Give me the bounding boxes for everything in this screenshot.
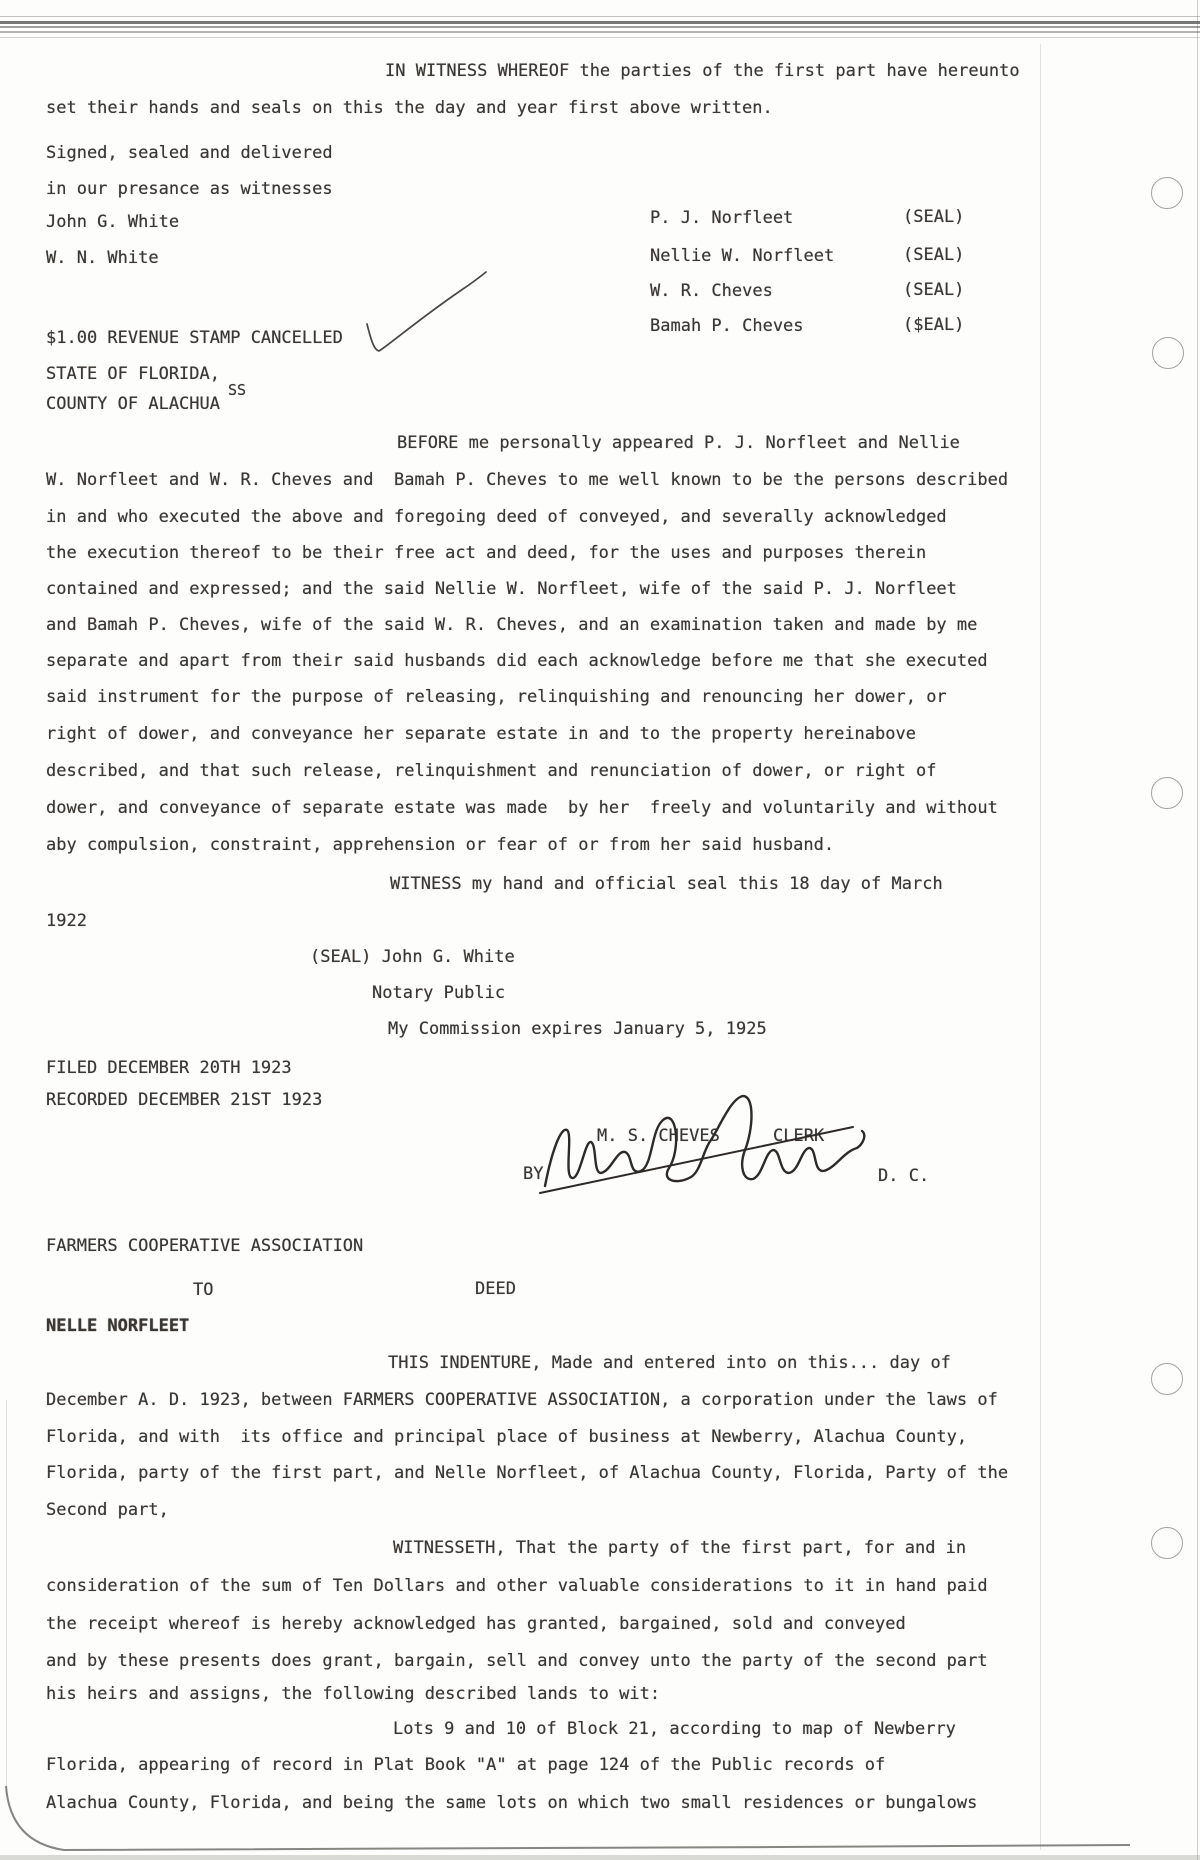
document-line: in our presance as witnesses — [46, 179, 333, 199]
document-line: Alachua County, Florida, and being the same lots on which two small residences or bungalows — [46, 1793, 978, 1813]
document-line: My Commission expires January 5, 1925 — [388, 1019, 767, 1039]
document-line: Florida, and with its office and principal place of business at Newberry, Alachua County, — [46, 1427, 968, 1447]
document-line: SS — [228, 381, 247, 399]
document-line: and by these presents does grant, bargain, sell and convey unto the party of the second part — [46, 1651, 988, 1671]
document-line: the receipt whereof is hereby acknowledged has granted, bargained, sold and conveyed — [46, 1614, 906, 1634]
document-line: dower, and conveyance of separate estate was made by her freely and voluntarily and without — [46, 798, 998, 818]
document-line: his heirs and assigns, the following described lands to wit: — [46, 1684, 661, 1704]
document-line: Florida, appearing of record in Plat Book "A" at page 124 of the Public records of — [46, 1755, 886, 1775]
seal-label: (SEAL) — [903, 207, 965, 227]
punch-hole-mark — [1151, 177, 1183, 209]
document-line: set their hands and seals on this the day and year first above written. — [46, 98, 773, 118]
document-line: John G. White — [46, 212, 180, 232]
document-line: 1922 — [46, 911, 87, 931]
document-line: contained and expressed; and the said Nellie W. Norfleet, wife of the said P. J. Norfleet — [46, 579, 957, 599]
document-line: Florida, party of the first part, and Nelle Norfleet, of Alachua County, Florida, Party of the — [46, 1463, 1009, 1483]
punch-hole-mark — [1152, 337, 1184, 369]
document-line: $1.00 REVENUE STAMP CANCELLED — [46, 328, 343, 348]
document-line: described, and that such release, relinquishment and renunciation of dower, or right of — [46, 761, 937, 781]
document-line: the execution thereof to be their free act and deed, for the uses and purposes therein — [46, 543, 927, 563]
document-line: THIS INDENTURE, Made and entered into on this... day of — [388, 1353, 951, 1373]
document-line: BEFORE me personally appeared P. J. Norfleet and Nellie — [397, 433, 960, 453]
document-line: Second part, — [46, 1500, 169, 1520]
document-line: separate and apart from their said husbands did each acknowledge before me that she executed — [46, 651, 988, 671]
clerk-typed-name: M. S. CHEVES — [597, 1126, 720, 1146]
signer-name: Bamah P. Cheves — [650, 316, 804, 336]
document-line: D. C. — [878, 1166, 930, 1186]
document-line: aby compulsion, constraint, apprehension or fear of or from her said husband. — [46, 835, 835, 855]
signer-name: W. R. Cheves — [650, 281, 773, 301]
document-line: said instrument for the purpose of releasing, relinquishing and renouncing her dower, or — [46, 687, 947, 707]
seal-label: (SEAL) — [903, 245, 965, 265]
document-line: and Bamah P. Cheves, wife of the said W. R. Cheves, and an examination taken and made by me — [46, 615, 978, 635]
document-line: IN WITNESS WHEREOF the parties of the first part have hereunto — [385, 61, 1020, 81]
document-line: consideration of the sum of Ten Dollars and other valuable considerations to it in hand paid — [46, 1576, 988, 1596]
grantee-name: NELLE NORFLEET — [46, 1316, 190, 1336]
clerk-title: CLERK — [773, 1126, 825, 1146]
page-edge-line — [1040, 44, 1041, 1850]
document-line: FILED DECEMBER 20TH 1923 — [46, 1058, 292, 1078]
document-line: W. N. White — [46, 248, 159, 268]
seal-label: ($EAL) — [903, 315, 965, 335]
document-line: Notary Public — [372, 983, 506, 1003]
instrument-type: DEED — [475, 1279, 516, 1299]
document-line: COUNTY OF ALACHUA — [46, 394, 220, 414]
document-line: WITNESSETH, That the party of the first part, for and in — [393, 1538, 967, 1558]
document-line: W. Norfleet and W. R. Cheves and Bamah P. Cheves to me well known to be the persons described — [46, 470, 1009, 490]
document-line: right of dower, and conveyance her separate estate in and to the property hereinabove — [46, 724, 916, 744]
document-line: December A. D. 1923, between FARMERS COOPERATIVE ASSOCIATION, a corporation under the laws of — [46, 1390, 998, 1410]
document-line: BY — [523, 1164, 544, 1184]
grantor-name: FARMERS COOPERATIVE ASSOCIATION — [46, 1236, 364, 1256]
document-line: WITNESS my hand and official seal this 18 day of March — [390, 874, 943, 894]
document-line: STATE OF FLORIDA, — [46, 364, 220, 384]
left-page-edge-line — [6, 1400, 7, 1795]
document-line: Signed, sealed and delivered — [46, 143, 333, 163]
signer-name: P. J. Norfleet — [650, 208, 794, 228]
document-line: TO — [193, 1280, 214, 1300]
punch-hole-mark — [1151, 1363, 1183, 1395]
punch-hole-mark — [1151, 777, 1183, 809]
seal-label: (SEAL) — [903, 280, 965, 300]
document-line: RECORDED DECEMBER 21ST 1923 — [46, 1090, 323, 1110]
scanner-edge-line — [1197, 0, 1198, 1860]
document-line: in and who executed the above and foregoing deed of conveyed, and severally acknowledged — [46, 507, 947, 527]
punch-hole-mark — [1151, 1527, 1183, 1559]
signer-name: Nellie W. Norfleet — [650, 246, 835, 266]
document-line: Lots 9 and 10 of Block 21, according to map of Newberry — [393, 1719, 956, 1739]
document-line: (SEAL) John G. White — [310, 947, 515, 967]
